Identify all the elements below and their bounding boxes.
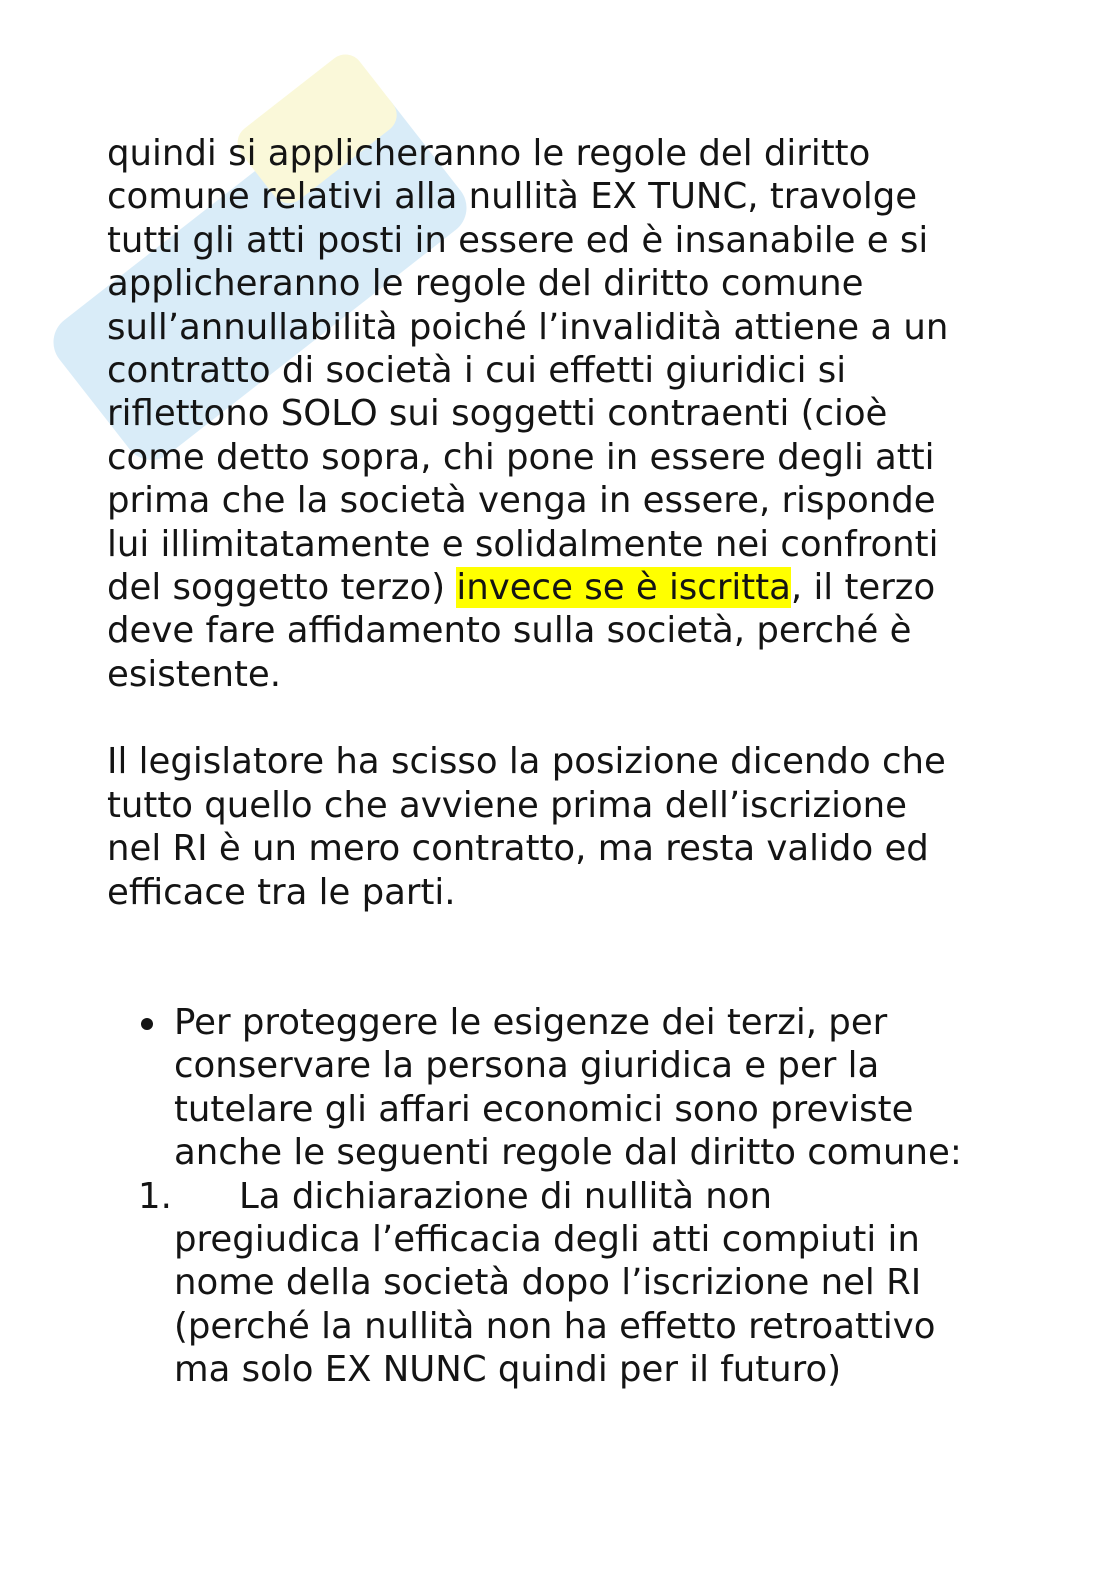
- text-line: Il legislatore ha scisso la posizione dicendo che: [107, 741, 946, 783]
- text-line: riflettono SOLO sui soggetti contraenti (cioè: [107, 393, 888, 435]
- document-page: [107, 132, 1067, 1392]
- text-segment: del soggetto terzo): [107, 567, 457, 609]
- text-line: anche le seguenti regole dal diritto comune:: [174, 1132, 962, 1174]
- text-line: pregiudica l’efficacia degli atti compiuti in: [174, 1218, 920, 1260]
- text-line: come detto sopra, chi pone in essere degli atti: [107, 436, 935, 478]
- bullet-list-item: [107, 1001, 1067, 1175]
- list-number: 1.: [138, 1175, 172, 1217]
- text-segment: , il terzo: [790, 567, 936, 609]
- text-line: nel RI è un mero contratto, ma resta valido ed: [107, 828, 929, 870]
- text-line: prima che la società venga in essere, risponde: [107, 480, 936, 522]
- text-line: tutti gli atti posti in essere ed è insanabile e si: [107, 219, 929, 261]
- text-line: applicheranno le regole del diritto comune: [107, 263, 864, 305]
- rules-list: [107, 1001, 1067, 1392]
- text-line: (perché la nullità non ha effetto retroattivo: [174, 1305, 936, 1347]
- text-line: Per proteggere le esigenze dei terzi, per: [174, 1001, 888, 1043]
- text-line: esistente.: [107, 653, 281, 695]
- text-line: tutto quello che avviene prima dell’iscrizione: [107, 784, 907, 826]
- text-line: tutelare gli affari economici sono previste: [174, 1088, 914, 1130]
- paragraph-legislatore: [107, 740, 1067, 914]
- text-line: efficace tra le parti.: [107, 871, 456, 913]
- text-line: lui illimitatamente e solidalmente nei confronti: [107, 523, 939, 565]
- text-line: quindi si applicheranno le regole del diritto: [107, 133, 871, 174]
- text-line: conservare la persona giuridica e per la: [174, 1045, 880, 1087]
- text-line: comune relativi alla nullità EX TUNC, travolge: [107, 176, 918, 218]
- text-line: ma solo EX NUNC quindi per il futuro): [174, 1349, 842, 1391]
- text-line-with-highlight: [107, 566, 1067, 609]
- paragraph-nullita: [107, 132, 1067, 696]
- text-line: deve fare affidamento sulla società, perché è: [107, 610, 912, 652]
- text-line: sull’annullabilità poiché l’invalidità attiene a un: [107, 306, 949, 348]
- text-line: La dichiarazione di nullità non: [239, 1175, 772, 1217]
- highlighted-text: invece se è iscritta: [456, 567, 791, 609]
- numbered-list-item: [107, 1175, 1067, 1392]
- text-line: nome della società dopo l’iscrizione nel RI: [174, 1262, 922, 1304]
- text-line: contratto di società i cui effetti giuridici si: [107, 350, 847, 392]
- bullet-dot-icon: [141, 1018, 153, 1030]
